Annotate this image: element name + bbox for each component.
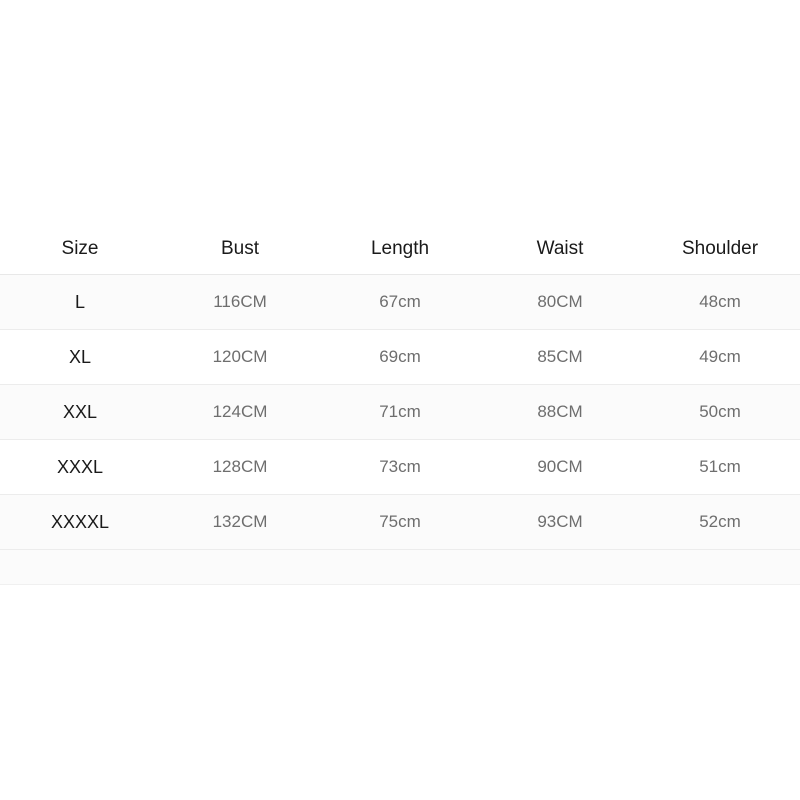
cell-waist: 90CM <box>480 440 640 495</box>
cell-length: 67cm <box>320 275 480 330</box>
cell-size: XXL <box>0 385 160 440</box>
cell-shoulder: 52cm <box>640 495 800 550</box>
column-header-size: Size <box>0 232 160 275</box>
cell-bust: 128CM <box>160 440 320 495</box>
cell-size: XXXL <box>0 440 160 495</box>
cell-length: 69cm <box>320 330 480 385</box>
table-row <box>0 275 800 330</box>
column-header-waist: Waist <box>480 232 640 275</box>
size-chart-container <box>0 232 800 585</box>
cell-bust: 124CM <box>160 385 320 440</box>
table-row <box>0 495 800 550</box>
size-chart-table <box>0 232 800 550</box>
cell-size: L <box>0 275 160 330</box>
cell-length: 71cm <box>320 385 480 440</box>
table-row <box>0 385 800 440</box>
column-header-bust: Bust <box>160 232 320 275</box>
cell-length: 73cm <box>320 440 480 495</box>
cell-shoulder: 51cm <box>640 440 800 495</box>
cell-waist: 88CM <box>480 385 640 440</box>
table-row <box>0 330 800 385</box>
column-header-length: Length <box>320 232 480 275</box>
table-row <box>0 440 800 495</box>
cell-bust: 120CM <box>160 330 320 385</box>
cell-shoulder: 49cm <box>640 330 800 385</box>
cell-size: XL <box>0 330 160 385</box>
table-header <box>0 232 800 275</box>
column-header-shoulder: Shoulder <box>640 232 800 275</box>
cell-length: 75cm <box>320 495 480 550</box>
cell-size: XXXXL <box>0 495 160 550</box>
table-footer-band <box>0 550 800 585</box>
cell-waist: 93CM <box>480 495 640 550</box>
cell-bust: 132CM <box>160 495 320 550</box>
cell-shoulder: 50cm <box>640 385 800 440</box>
table-body <box>0 275 800 550</box>
cell-bust: 116CM <box>160 275 320 330</box>
cell-waist: 80CM <box>480 275 640 330</box>
cell-shoulder: 48cm <box>640 275 800 330</box>
cell-waist: 85CM <box>480 330 640 385</box>
